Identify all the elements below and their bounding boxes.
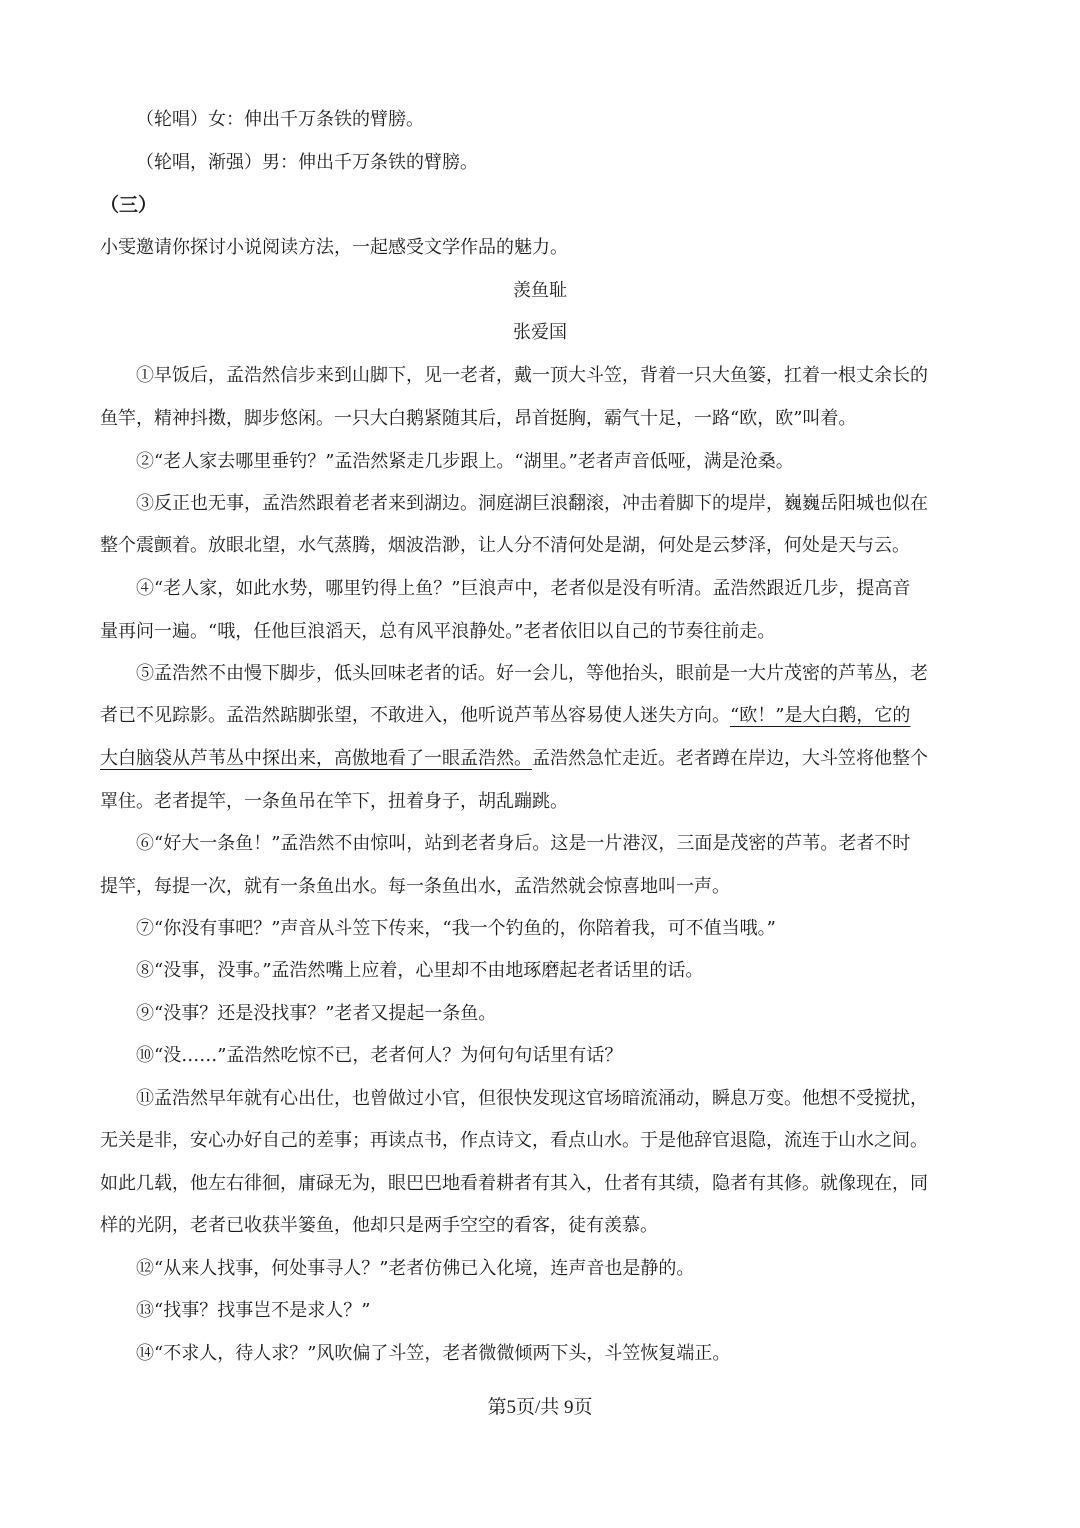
story-title: 羡鱼耻 — [513, 280, 567, 301]
paragraph-4-line-2: 量再问一遍。“哦，任他巨浪滔天，总有风平浪静处。”老者依旧以自己的节奏往前走。 — [100, 621, 776, 642]
paragraph-1-line-1: ①早饭后，孟浩然信步来到山脚下，见一老者，戴一顶大斗笠，背着一只大鱼篓，扛着一根丈余长的 — [136, 365, 928, 386]
paragraph-4-line-1: ④“老人家，如此水势，哪里钓得上鱼？”巨浪声中，老者似是没有听清。孟浩然跟近几步，提高音 — [136, 578, 911, 599]
paragraph-12: ⑫“从来人找事，何处事寻人？”老者仿佛已入化境，连声音也是静的。 — [136, 1258, 695, 1279]
paragraph-14: ⑭“不求人，待人求？”风吹偏了斗笠，老者微微倾两下头，斗笠恢复端正。 — [136, 1343, 731, 1364]
section-intro: 小雯邀请你探讨小说阅读方法，一起感受文学作品的魅力。 — [100, 237, 568, 258]
paragraph-9: ⑨“没事？还是没找事？”老者又提起一条鱼。 — [136, 1003, 497, 1024]
paragraph-11-line-1: ⑪孟浩然早年就有心出仕，也曾做过小官，但很快发现这官场暗流涌动，瞬息万变。他想不受搅扰， — [136, 1088, 928, 1109]
underlined-sentence-part-2: 大白脑袋从芦苇丛中探出来，高傲地看了一眼孟浩然。 — [100, 748, 532, 769]
paragraph-7: ⑦“你没有事吧？”声音从斗笠下传来，“我一个钓鱼的，你陪着我，可不值当哦。” — [136, 918, 776, 939]
paragraph-3-line-2: 整个震颤着。放眼北望，水气蒸腾，烟波浩渺，让人分不清何处是湖，何处是云梦泽，何处是天与云。 — [100, 535, 910, 556]
poem-line-1: （轮唱）女：伸出千万条铁的臂膀。 — [136, 109, 424, 130]
paragraph-6-line-1: ⑥“好大一条鱼！”孟浩然不由惊叫，站到老者身后。这是一片港汊，三面是茂密的芦苇。老者不时 — [136, 833, 911, 854]
paragraph-6-line-2: 提竿，每提一次，就有一条鱼出水。每一条鱼出水，孟浩然就会惊喜地叫一声。 — [100, 876, 730, 897]
underlined-sentence-part-1: “欧！”是大白鹅，它的 — [730, 705, 911, 726]
paragraph-11-line-4: 样的光阴，老者已收获半篓鱼，他却只是两手空空的看客，徒有羡慕。 — [100, 1215, 658, 1236]
paragraph-11-line-2: 无关是非，安心办好自己的差事；再读点书，作点诗文，看点山水。于是他辞官退隐，流连于山水之间。 — [100, 1130, 928, 1151]
paragraph-11-line-3: 如此几载，他左右徘徊，庸碌无为，眼巴巴地看着耕者有其入，仕者有其绩，隐者有其修。就像现在，同 — [100, 1173, 928, 1194]
paragraph-5-line-4: 罩住。老者提竿，一条鱼吊在竿下，扭着身子，胡乱蹦跳。 — [100, 791, 568, 812]
paragraph-1-line-2: 鱼竿，精神抖擞，脚步悠闲。一只大白鹅紧随其后，昂首挺胸，霸气十足，一路“欧，欧”叫着。 — [100, 408, 857, 429]
paragraph-5-line-3 — [100, 747, 980, 771]
story-author: 张爱国 — [513, 322, 567, 343]
paragraph-10: ⑩“没……”孟浩然吃惊不已，老者何人？为何句句话里有话？ — [136, 1045, 623, 1066]
paragraph-2: ②“老人家去哪里垂钓？”孟浩然紧走几步跟上。“湖里。”老者声音低哑，满是沧桑。 — [136, 451, 794, 472]
paragraph-5-text: 者已不见踪影。孟浩然踮脚张望，不敢进入，他听说芦苇丛容易使人迷失方向。 — [100, 705, 730, 726]
page-number: 第5页/共 9页 — [487, 1397, 593, 1418]
paragraph-5-line-1: ⑤孟浩然不由慢下脚步，低头回味老者的话。好一会儿，等他抬头，眼前是一大片茂密的芦苇丛，老 — [136, 663, 928, 684]
poem-line-2: （轮唱，渐强）男：伸出千万条铁的臂膀。 — [136, 152, 478, 173]
paragraph-5-text: 孟浩然急忙走近。老者蹲在岸边，大斗笠将他整个 — [532, 748, 928, 769]
paragraph-13: ⑬“找事？找事岂不是求人？” — [136, 1300, 371, 1321]
paragraph-8: ⑧“没事，没事。”孟浩然嘴上应着，心里却不由地琢磨起老者话里的话。 — [136, 960, 704, 981]
section-heading: （三） — [100, 194, 158, 216]
paragraph-3-line-1: ③反正也无事，孟浩然跟着老者来到湖边。洞庭湖巨浪翻滚，冲击着脚下的堤岸，巍巍岳阳城也似在 — [136, 493, 928, 514]
paragraph-5-line-2 — [100, 704, 980, 728]
